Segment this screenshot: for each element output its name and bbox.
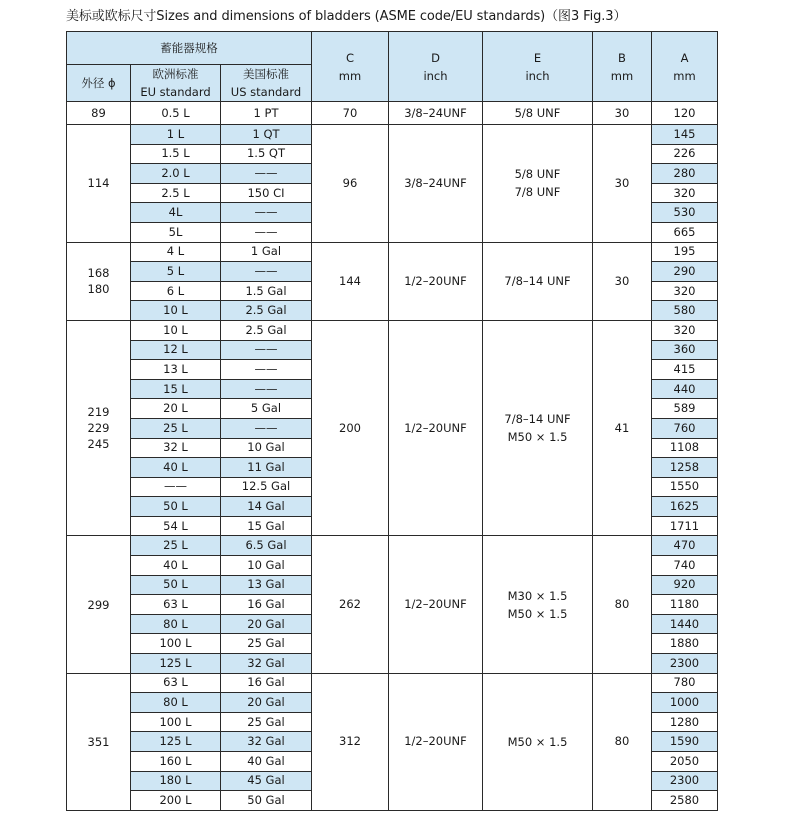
us-standard-cell: —— — [221, 164, 312, 184]
eu-standard-cell: 160 L — [131, 752, 221, 772]
eu-standard-cell: 25 L — [131, 418, 221, 438]
a-mm-cell: 1550 — [652, 477, 718, 497]
header-c-label: C — [345, 50, 355, 65]
outer-diameter-line: 89 — [91, 106, 106, 120]
outer-diameter-cell — [67, 320, 131, 536]
us-standard-cell: 13 Gal — [221, 575, 312, 595]
us-standard-cell: 12.5 Gal — [221, 477, 312, 497]
a-mm-cell: 530 — [652, 203, 718, 223]
eu-standard-cell: 54 L — [131, 516, 221, 536]
eu-standard-cell: 63 L — [131, 595, 221, 615]
header-a-label: A — [680, 50, 689, 65]
e-inch-line: M30 × 1.5 — [507, 588, 568, 603]
us-standard-cell: 1 PT — [221, 102, 312, 125]
eu-standard-cell: 80 L — [131, 693, 221, 713]
a-mm-cell: 1280 — [652, 712, 718, 732]
eu-standard-cell: 1.5 L — [131, 144, 221, 164]
eu-standard-cell: 15 L — [131, 379, 221, 399]
outer-diameter-line: 219 — [87, 405, 110, 420]
e-inch-cell — [483, 125, 593, 243]
outer-diameter-cell — [67, 102, 131, 125]
us-standard-cell: 1.5 QT — [221, 144, 312, 164]
a-mm-cell: 2300 — [652, 654, 718, 674]
header-b-label: B — [618, 50, 626, 65]
c-mm-cell: 200 — [312, 320, 389, 536]
a-mm-cell: 589 — [652, 399, 718, 419]
header-eu-en: EU standard — [140, 85, 211, 99]
a-mm-cell: 580 — [652, 301, 718, 321]
a-mm-cell: 195 — [652, 242, 718, 262]
b-mm-cell: 41 — [593, 320, 652, 536]
us-standard-cell: 50 Gal — [221, 791, 312, 811]
d-inch-cell: 1/2–20UNF — [389, 536, 483, 673]
eu-standard-cell: 100 L — [131, 634, 221, 654]
table-row — [67, 125, 718, 145]
us-standard-cell: 10 Gal — [221, 556, 312, 576]
a-mm-cell: 1000 — [652, 693, 718, 713]
table-row — [67, 320, 718, 340]
header-a — [652, 32, 718, 102]
eu-standard-cell: 80 L — [131, 614, 221, 634]
a-mm-cell: 760 — [652, 418, 718, 438]
table-row — [67, 102, 718, 125]
us-standard-cell: 150 CI — [221, 183, 312, 203]
eu-standard-cell: 125 L — [131, 654, 221, 674]
eu-standard-cell: 125 L — [131, 732, 221, 752]
a-mm-cell: 2050 — [652, 752, 718, 772]
us-standard-cell: —— — [221, 262, 312, 282]
a-mm-cell: 226 — [652, 144, 718, 164]
us-standard-cell: —— — [221, 222, 312, 242]
us-standard-cell: 6.5 Gal — [221, 536, 312, 556]
us-standard-cell: 15 Gal — [221, 516, 312, 536]
header-outer-diameter: 外径 ϕ — [67, 65, 131, 102]
header-c — [312, 32, 389, 102]
e-inch-line: 7/8–14 UNF — [504, 274, 571, 289]
b-mm-cell: 80 — [593, 673, 652, 810]
a-mm-cell: 440 — [652, 379, 718, 399]
outer-diameter-line: 351 — [87, 734, 110, 749]
us-standard-cell: 16 Gal — [221, 595, 312, 615]
a-mm-cell: 2580 — [652, 791, 718, 811]
a-mm-cell: 1711 — [652, 516, 718, 536]
header-c-unit: mm — [338, 68, 362, 83]
us-standard-cell: 32 Gal — [221, 732, 312, 752]
a-mm-cell: 740 — [652, 556, 718, 576]
header-b — [593, 32, 652, 102]
eu-standard-cell: 50 L — [131, 575, 221, 595]
table-body — [67, 102, 718, 811]
eu-standard-cell: 50 L — [131, 497, 221, 517]
us-standard-cell: 16 Gal — [221, 673, 312, 693]
d-inch-cell: 1/2–20UNF — [389, 673, 483, 810]
eu-standard-cell: 200 L — [131, 791, 221, 811]
header-eu-standard — [131, 65, 221, 102]
d-inch-cell: 3/8–24UNF — [389, 102, 483, 125]
c-mm-cell: 70 — [312, 102, 389, 125]
us-standard-cell: 20 Gal — [221, 693, 312, 713]
outer-diameter-cell — [67, 242, 131, 320]
outer-diameter-line: 180 — [87, 282, 110, 297]
e-inch-line: 5/8 UNF — [514, 167, 561, 182]
us-standard-cell: 20 Gal — [221, 614, 312, 634]
us-standard-cell: 11 Gal — [221, 458, 312, 478]
outer-diameter-line: 114 — [87, 176, 110, 191]
us-standard-cell: 2.5 Gal — [221, 320, 312, 340]
d-inch-cell: 1/2–20UNF — [389, 320, 483, 536]
eu-standard-cell: 32 L — [131, 438, 221, 458]
eu-standard-cell: 10 L — [131, 320, 221, 340]
eu-standard-cell: 0.5 L — [131, 102, 221, 125]
us-standard-cell: 1.5 Gal — [221, 281, 312, 301]
a-mm-cell: 2300 — [652, 771, 718, 791]
eu-standard-cell: 1 L — [131, 125, 221, 145]
outer-diameter-line: 168 — [87, 266, 110, 281]
a-mm-cell: 1258 — [652, 458, 718, 478]
c-mm-cell: 96 — [312, 125, 389, 243]
eu-standard-cell: 20 L — [131, 399, 221, 419]
e-inch-line: M50 × 1.5 — [507, 430, 568, 445]
e-inch-cell — [483, 673, 593, 810]
header-d-unit: inch — [423, 68, 448, 83]
eu-standard-cell: 100 L — [131, 712, 221, 732]
us-standard-cell: 45 Gal — [221, 771, 312, 791]
us-standard-cell: 25 Gal — [221, 712, 312, 732]
a-mm-cell: 1590 — [652, 732, 718, 752]
c-mm-cell: 144 — [312, 242, 389, 320]
a-mm-cell: 320 — [652, 320, 718, 340]
us-standard-cell: 2.5 Gal — [221, 301, 312, 321]
eu-standard-cell: 5L — [131, 222, 221, 242]
table-row — [67, 242, 718, 262]
eu-standard-cell: 6 L — [131, 281, 221, 301]
outer-diameter-cell — [67, 673, 131, 810]
us-standard-cell: —— — [221, 418, 312, 438]
e-inch-line: 5/8 UNF — [514, 106, 561, 120]
header-eu-cn: 欧洲标准 — [152, 67, 199, 81]
header-a-unit: mm — [673, 68, 696, 83]
header-us-en: US standard — [230, 85, 302, 99]
a-mm-cell: 1880 — [652, 634, 718, 654]
e-inch-line: 7/8–14 UNF — [504, 412, 571, 427]
outer-diameter-line: 229 — [87, 421, 110, 436]
eu-standard-cell: 63 L — [131, 673, 221, 693]
us-standard-cell: 32 Gal — [221, 654, 312, 674]
eu-standard-cell: 10 L — [131, 301, 221, 321]
a-mm-cell: 415 — [652, 360, 718, 380]
d-inch-cell: 1/2–20UNF — [389, 242, 483, 320]
eu-standard-cell: 2.5 L — [131, 183, 221, 203]
a-mm-cell: 280 — [652, 164, 718, 184]
d-inch-cell: 3/8–24UNF — [389, 125, 483, 243]
a-mm-cell: 665 — [652, 222, 718, 242]
eu-standard-cell: 25 L — [131, 536, 221, 556]
header-e-label: E — [533, 50, 542, 65]
eu-standard-cell: —— — [131, 477, 221, 497]
a-mm-cell: 920 — [652, 575, 718, 595]
eu-standard-cell: 12 L — [131, 340, 221, 360]
outer-diameter-line: 299 — [87, 597, 110, 612]
eu-standard-cell: 2.0 L — [131, 164, 221, 184]
eu-standard-cell: 4 L — [131, 242, 221, 262]
eu-standard-cell: 5 L — [131, 262, 221, 282]
header-us-standard — [221, 65, 312, 102]
header-e — [483, 32, 593, 102]
e-inch-cell — [483, 242, 593, 320]
b-mm-cell: 30 — [593, 242, 652, 320]
eu-standard-cell: 180 L — [131, 771, 221, 791]
e-inch-line: M50 × 1.5 — [507, 734, 568, 749]
eu-standard-cell: 40 L — [131, 556, 221, 576]
header-e-unit: inch — [525, 68, 550, 83]
us-standard-cell: —— — [221, 203, 312, 223]
eu-standard-cell: 4L — [131, 203, 221, 223]
table-row — [67, 673, 718, 693]
a-mm-cell: 145 — [652, 125, 718, 145]
header-accumulator-spec: 蓄能器规格 — [67, 32, 312, 65]
header-d — [389, 32, 483, 102]
a-mm-cell: 1440 — [652, 614, 718, 634]
eu-standard-cell: 40 L — [131, 458, 221, 478]
a-mm-cell: 360 — [652, 340, 718, 360]
b-mm-cell: 30 — [593, 102, 652, 125]
outer-diameter-cell — [67, 125, 131, 243]
a-mm-cell: 470 — [652, 536, 718, 556]
us-standard-cell: 10 Gal — [221, 438, 312, 458]
us-standard-cell: —— — [221, 360, 312, 380]
e-inch-line: 7/8 UNF — [514, 185, 561, 200]
bladder-size-table — [66, 31, 718, 811]
us-standard-cell: —— — [221, 379, 312, 399]
a-mm-cell: 1625 — [652, 497, 718, 517]
outer-diameter-line: 245 — [87, 437, 110, 452]
a-mm-cell: 290 — [652, 262, 718, 282]
a-mm-cell: 320 — [652, 183, 718, 203]
b-mm-cell: 30 — [593, 125, 652, 243]
us-standard-cell: —— — [221, 340, 312, 360]
header-b-unit: mm — [610, 68, 634, 83]
b-mm-cell: 80 — [593, 536, 652, 673]
us-standard-cell: 25 Gal — [221, 634, 312, 654]
us-standard-cell: 40 Gal — [221, 752, 312, 772]
header-d-label: D — [431, 50, 440, 65]
c-mm-cell: 312 — [312, 673, 389, 810]
a-mm-cell: 1180 — [652, 595, 718, 615]
e-inch-cell — [483, 536, 593, 673]
a-mm-cell: 120 — [652, 102, 718, 125]
c-mm-cell: 262 — [312, 536, 389, 673]
eu-standard-cell: 13 L — [131, 360, 221, 380]
a-mm-cell: 320 — [652, 281, 718, 301]
us-standard-cell: 14 Gal — [221, 497, 312, 517]
e-inch-cell — [483, 102, 593, 125]
table-caption: 美标或欧标尺寸Sizes and dimensions of bladders (ASME code/EU standards)（图3 Fig.3） — [66, 9, 627, 24]
us-standard-cell: 1 QT — [221, 125, 312, 145]
us-standard-cell: 1 Gal — [221, 242, 312, 262]
a-mm-cell: 780 — [652, 673, 718, 693]
table-row — [67, 536, 718, 556]
header-us-cn: 美国标准 — [243, 67, 289, 81]
outer-diameter-cell — [67, 536, 131, 673]
e-inch-cell — [483, 320, 593, 536]
us-standard-cell: 5 Gal — [221, 399, 312, 419]
e-inch-line: M50 × 1.5 — [507, 606, 568, 621]
a-mm-cell: 1108 — [652, 438, 718, 458]
